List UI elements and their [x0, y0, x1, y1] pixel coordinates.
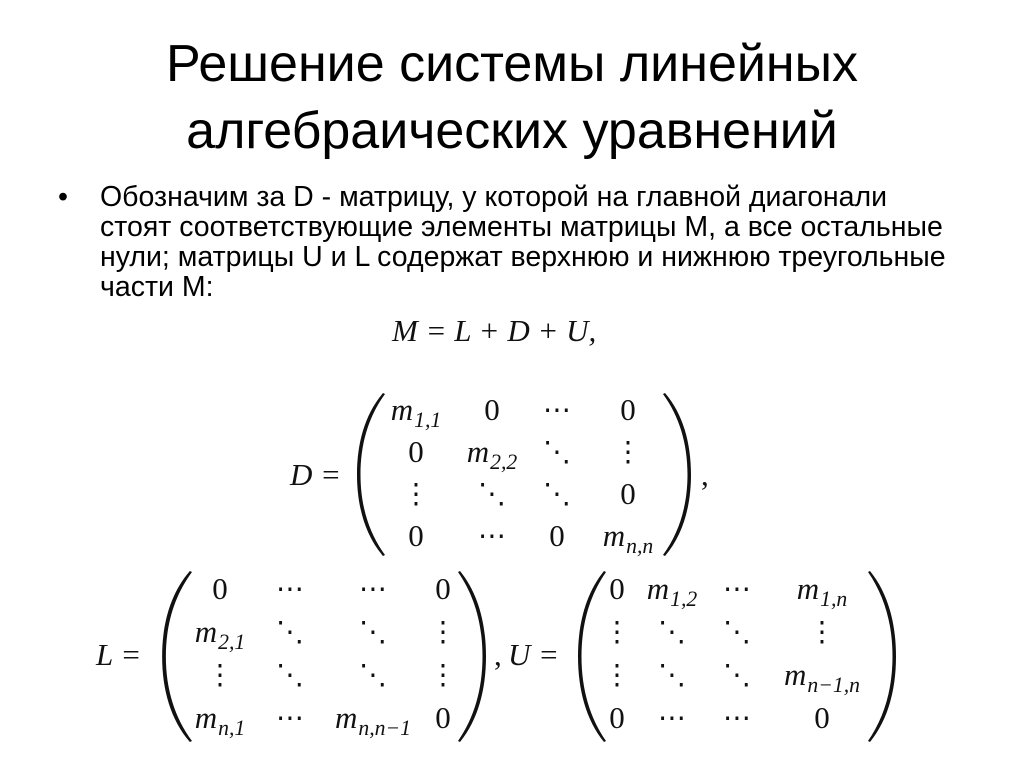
matrix-entry: ⋯ — [276, 571, 304, 605]
title-line: Решение системы линейных — [165, 35, 859, 93]
matrix-entry: ⋮ — [603, 657, 631, 691]
bullet-marker: • — [58, 181, 68, 213]
matrix-entry: ⋱ — [658, 657, 686, 691]
matrix-l-label: L = — [96, 636, 142, 672]
matrix-entry-subscript: 1,1 — [414, 408, 442, 432]
matrix-u — [75, 303, 937, 755]
bullet-text-line: нули; матрицы U и L содержат верхнюю и нижнюю треугольные — [100, 241, 946, 273]
matrix-entry: ⋯ — [723, 571, 751, 605]
matrix-entry: 0 — [620, 392, 636, 427]
matrix-entry-subscript: n,n — [626, 534, 654, 558]
matrix-cell — [709, 610, 765, 653]
matrix-entry: m — [602, 518, 626, 553]
matrix-entry: ⋱ — [276, 657, 304, 691]
matrix-entry: ⋯ — [478, 519, 506, 552]
matrix-entry: ⋯ — [543, 393, 571, 426]
matrix-entry-subscript: 2,1 — [218, 629, 246, 654]
matrix-cell — [765, 610, 879, 653]
bullet-text — [100, 182, 946, 302]
matrix-entry: ⋱ — [723, 614, 751, 648]
matrix-entry-subscript: 2,2 — [490, 450, 518, 474]
bullet-text-line: части M: — [100, 271, 214, 303]
matrix-cell — [709, 696, 765, 739]
matrix-entry: ⋱ — [543, 435, 571, 468]
matrix-entry: m — [466, 434, 490, 469]
right-parenthesis — [868, 571, 898, 742]
matrix-entry: ⋱ — [359, 657, 387, 691]
matrix-entry: m — [194, 699, 218, 735]
matrix-entry: 0 — [435, 570, 451, 606]
matrix-entry: ⋱ — [359, 614, 387, 648]
formula-block — [75, 303, 937, 755]
matrix-entry: m — [194, 613, 218, 649]
matrix-cell — [599, 696, 635, 739]
matrix-entry: m — [390, 392, 414, 427]
matrix-cell — [709, 567, 765, 610]
matrix-d-trailing-comma: , — [701, 456, 709, 492]
matrix-entry: ⋱ — [478, 477, 506, 510]
matrix-entry: ⋯ — [723, 700, 751, 734]
matrix-l-trailing-comma: , — [494, 636, 502, 672]
matrix-cell — [599, 653, 635, 696]
matrix-entry: m — [796, 570, 820, 606]
matrix-entry-subscript: 1,2 — [670, 586, 698, 611]
matrix-entry-subscript: 1,n — [820, 586, 848, 611]
matrix-entry-subscript: n−1,n — [807, 672, 860, 697]
matrix-cell — [765, 696, 879, 739]
matrix-entry: 0 — [408, 434, 424, 469]
matrix-entry: 0 — [212, 570, 228, 606]
matrix-entry: ⋱ — [543, 477, 571, 510]
equation-decomposition: M = L + D + U, — [392, 312, 597, 348]
parenthesis-stroke — [868, 571, 896, 742]
matrix-cell — [709, 653, 765, 696]
matrix-u-label: U = — [508, 636, 560, 672]
matrix-entry: ⋮ — [429, 657, 457, 691]
matrix-entry: ⋯ — [359, 571, 387, 605]
matrix-entry-subscript: n,n−1 — [358, 715, 411, 740]
matrix-cell — [635, 653, 709, 696]
matrix-entry: 0 — [435, 699, 451, 735]
matrix-entry: ⋱ — [276, 614, 304, 648]
matrix-entry: 0 — [609, 699, 625, 735]
matrix-cell — [635, 567, 709, 610]
matrix-cell — [599, 567, 635, 610]
matrix-entry: m — [784, 656, 807, 692]
matrix-cell — [765, 567, 879, 610]
slide-title — [0, 31, 1024, 165]
matrix-cell — [599, 610, 635, 653]
matrix-entry: ⋮ — [206, 657, 234, 691]
matrix-d-label: D = — [290, 456, 342, 492]
matrix-cell — [635, 610, 709, 653]
matrix-entry: ⋮ — [402, 477, 430, 510]
matrix-cell — [765, 653, 879, 696]
matrix-entry: ⋮ — [603, 614, 631, 648]
matrix-u-entries — [599, 567, 879, 739]
matrix-entry: 0 — [814, 699, 830, 735]
matrix-entry: ⋮ — [614, 435, 642, 468]
matrix-entry: 0 — [549, 518, 565, 553]
matrix-entry: 0 — [609, 570, 625, 606]
matrix-entry: 0 — [620, 476, 636, 511]
bullet-text-line: стоят соответствующие элементы матрицы M, а все остальные — [100, 211, 943, 243]
matrix-entry: ⋮ — [808, 614, 836, 648]
matrix-entry: 0 — [484, 392, 500, 427]
matrix-entry: 0 — [408, 518, 424, 553]
title-line: алгебраических уравнений — [186, 102, 838, 160]
matrix-cell — [635, 696, 709, 739]
matrix-entry: ⋱ — [658, 614, 686, 648]
matrix-entry: ⋮ — [429, 614, 457, 648]
matrix-entry: ⋯ — [658, 700, 686, 734]
matrix-entry: ⋯ — [276, 700, 304, 734]
matrix-entry: ⋱ — [723, 657, 751, 691]
matrix-entry-subscript: n,1 — [218, 715, 246, 740]
bullet-text-line: Обозначим за D - матрицу, у которой на главной диагонали — [100, 181, 888, 213]
matrix-entry: m — [646, 570, 670, 606]
matrix-entry: m — [335, 699, 358, 735]
bullet-item — [58, 182, 998, 304]
